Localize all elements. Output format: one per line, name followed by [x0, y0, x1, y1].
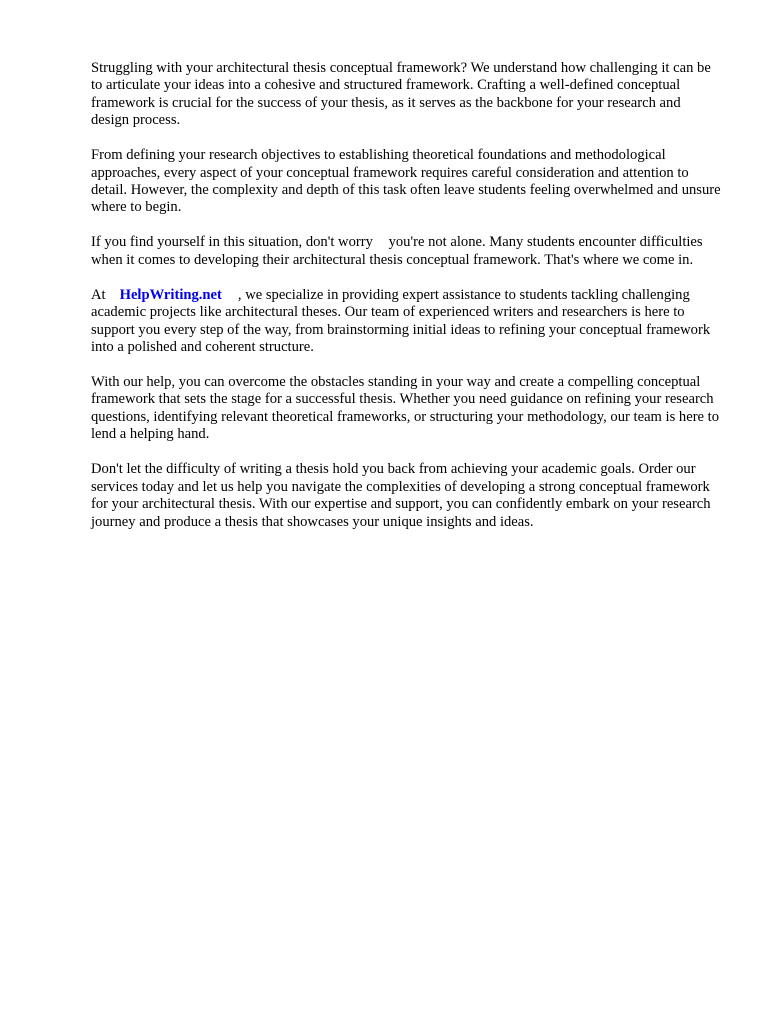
paragraph-service-start: At — [91, 286, 106, 303]
paragraph-objectives: From defining your research objectives to establishing theoretical foundations and methodological approaches, every aspect of your conceptual framework requires careful consideration and attention to detail. However, the complexity and depth of this task often leave students feeling overwhelmed and unsure where to begin. — [91, 147, 721, 216]
paragraph-service-rest: , we specialize in providing expert assistance to students tackling challenging academic projects like architectural theses. Our team of experienced writers and researchers is here to support you every step of the way, from brainstorming initial ideas to refining your conceptual framework into a polished and coherent structure. — [91, 286, 711, 356]
helpwriting-link[interactable]: HelpWriting.net — [119, 286, 222, 303]
paragraph-closing: Don't let the difficulty of writing a thesis hold you back from achieving your academic goals. Order our services today and let us help you navigate the complexities of developing a strong conceptual framework for your architectural thesis. With our expertise and support, you can confidently embark on your research journey and produce a thesis that showcases your unique insights and ideas. — [91, 461, 711, 530]
paragraph-situation-start: If you find yourself in this situation, don't worry — [91, 234, 373, 251]
paragraph-intro: Struggling with your architectural thesis conceptual framework? We understand how challenging it can be to articulate your ideas into a cohesive and structured framework. Crafting a well-defined conceptual framework is crucial for the success of your thesis, as it serves as the backbone for your research and design process. — [91, 60, 711, 129]
paragraph-situation-rest: you're not alone. Many students encounter difficulties when it comes to developing their architectural thesis conceptual framework. That's where we come in. — [91, 234, 703, 268]
paragraph-situation — [91, 234, 721, 269]
document-page — [91, 60, 721, 549]
paragraph-help: With our help, you can overcome the obstacles standing in your way and create a compelling conceptual framework that sets the stage for a successful thesis. Whether you need guidance on refining your research questions, identifying relevant theoretical frameworks, or structuring your methodology, our team is here to lend a helping hand. — [91, 374, 720, 443]
paragraph-service — [91, 287, 721, 357]
